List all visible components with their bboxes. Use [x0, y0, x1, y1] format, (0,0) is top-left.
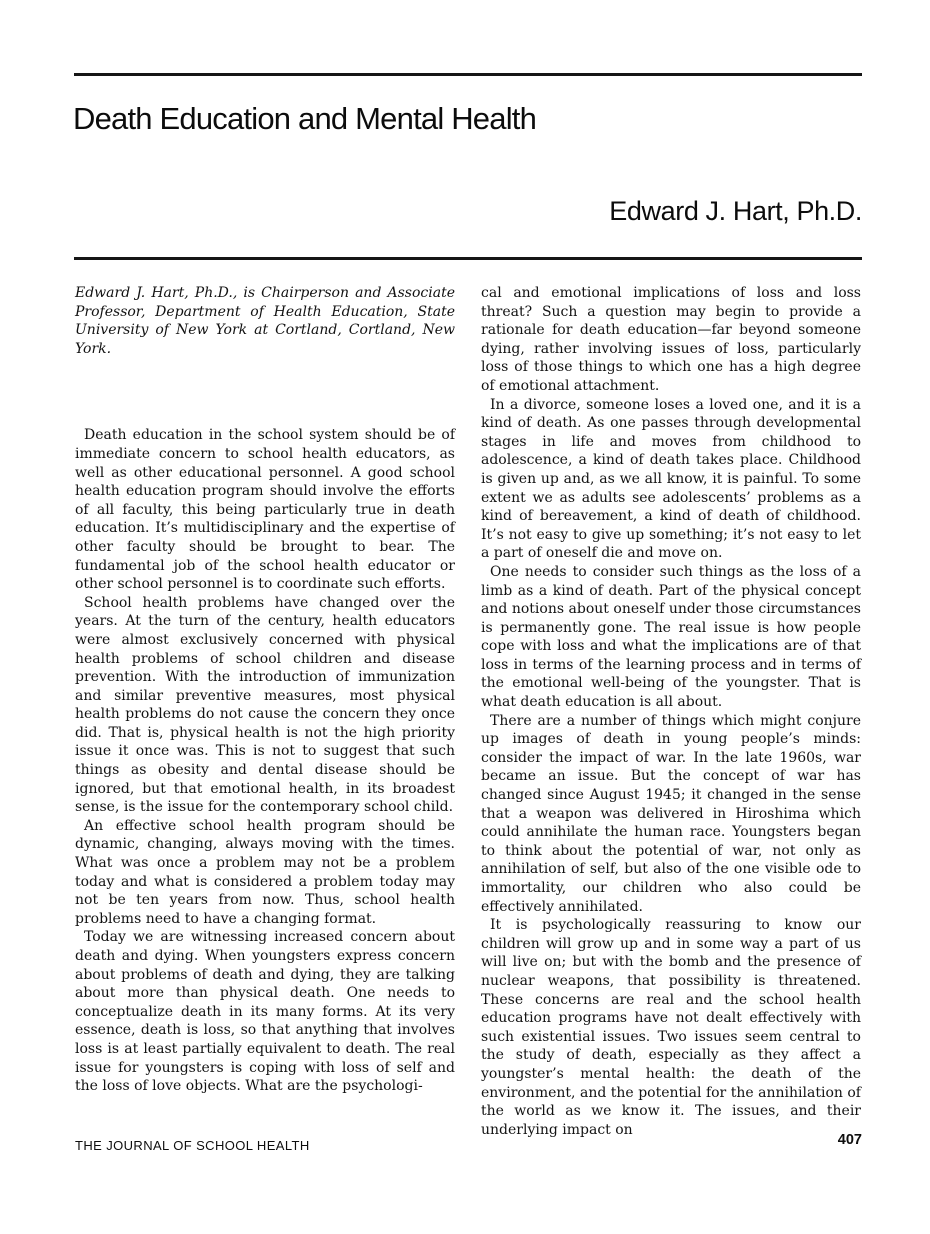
article-title: Death Education and Mental Health [73, 101, 537, 136]
page-number: 407 [837, 1132, 862, 1148]
paragraph: cal and emotional implications of loss and loss threat? Such a question may begin to provide a rationale for death education—far beyond someone dying, rather involving issues of loss, particularly loss of those things to which one has a high degree of emotional attachment. [481, 285, 861, 394]
paragraph: One needs to consider such things as the loss of a limb as a kind of death. Part of the physical concept and notions about oneself under those circumstances is permanently gone. The real issue is how people cope with loss and what the implications are of that loss in terms of the learning process and in terms of the emotional well-being of the youngster. That is what death education is all about. [481, 563, 861, 711]
page-footer [75, 1132, 862, 1153]
paragraph: An effective school health program should be dynamic, changing, always moving with the times. What was once a problem may not be a problem today and what is considered a problem today may not be ten years from now. Thus, school health problems need to have a changing format. [75, 817, 455, 927]
left-column [75, 284, 455, 1139]
paragraph: There are a number of things which might conjure up images of death in young people’s minds: consider the impact of war. In the late 1960s, war became an issue. But the concept of war has changed since August 1945; it changed in the sense that a weapon was delivered in Hiroshima which could annihilate the human race. Youngsters began to think about the potential of war, not only as annihilation of self, but also of the one visible ode to immortality, our children who also could be effectively annihilated. [481, 712, 861, 915]
paragraph: Today we are witnessing increased concern about death and dying. When youngsters express concern about problems of death and dying, they are talking about more than physical death. One needs to conceptualize death in its many forms. At its very essence, death is loss, so that anything that involves loss is at least partially equivalent to death. The real issue for youngsters is coping with loss of self and the loss of love objects. What are the psychologi- [75, 929, 455, 1095]
author-affiliation: Edward J. Hart, Ph.D., is Chairperson and Associate Professor, Department of Health Education, State University of New York at Cortland, Cortland, New York. [75, 285, 455, 357]
header-rule [74, 257, 862, 260]
article-body [75, 284, 861, 1139]
paragraph: It is psychologically reassuring to know our children will grow up and in some way a part of us will live on; but with the bomb and the presence of nuclear weapons, that possibility is threatened. These concerns are real and the school health education programs have not dealt effectively with such existential issues. Two issues seem central to the study of death, especially as they affect a youngster’s mental health: the death of the environment, and the potential for the annihilation of the world as we know it. The issues, and their underlying impact on [481, 917, 861, 1138]
paragraph: In a divorce, someone loses a loved one, and it is a kind of death. As one passes through developmental stages in life and moves from childhood to adolescence, a kind of death takes place. Childhood is given up and, as we all know, it is painful. To some extent we as adults see adolescents’ problems as a kind of bereavement, a kind of death of childhood. It’s not easy to give up something; it’s not easy to let a part of oneself die and move on. [481, 396, 861, 562]
right-column [481, 284, 861, 1139]
paragraph: Death education in the school system should be of immediate concern to school health educators, as well as other educational personnel. A good school health education program should involve the efforts of all faculty, this being particularly true in death education. It’s multidisciplinary and the expertise of other faculty should be brought to bear. The fundamental job of the school health educator or other school personnel is to coordinate such efforts. [75, 427, 455, 593]
top-rule [74, 73, 862, 76]
paragraph: School health problems have changed over the years. At the turn of the century, health educators were almost exclusively concerned with physical health problems of school children and disease prevention. With the introduction of immunization and similar preventive measures, most physical health problems do not cause the concern they once did. That is, physical health is not the high priority issue it once was. This is not to suggest that such things as obesity and dental disease should be ignored, but that emotional health, in its broadest sense, is the issue for the contemporary school child. [75, 594, 455, 816]
journal-name: THE JOURNAL OF SCHOOL HEALTH [75, 1138, 310, 1153]
author-byline: Edward J. Hart, Ph.D. [609, 196, 862, 226]
